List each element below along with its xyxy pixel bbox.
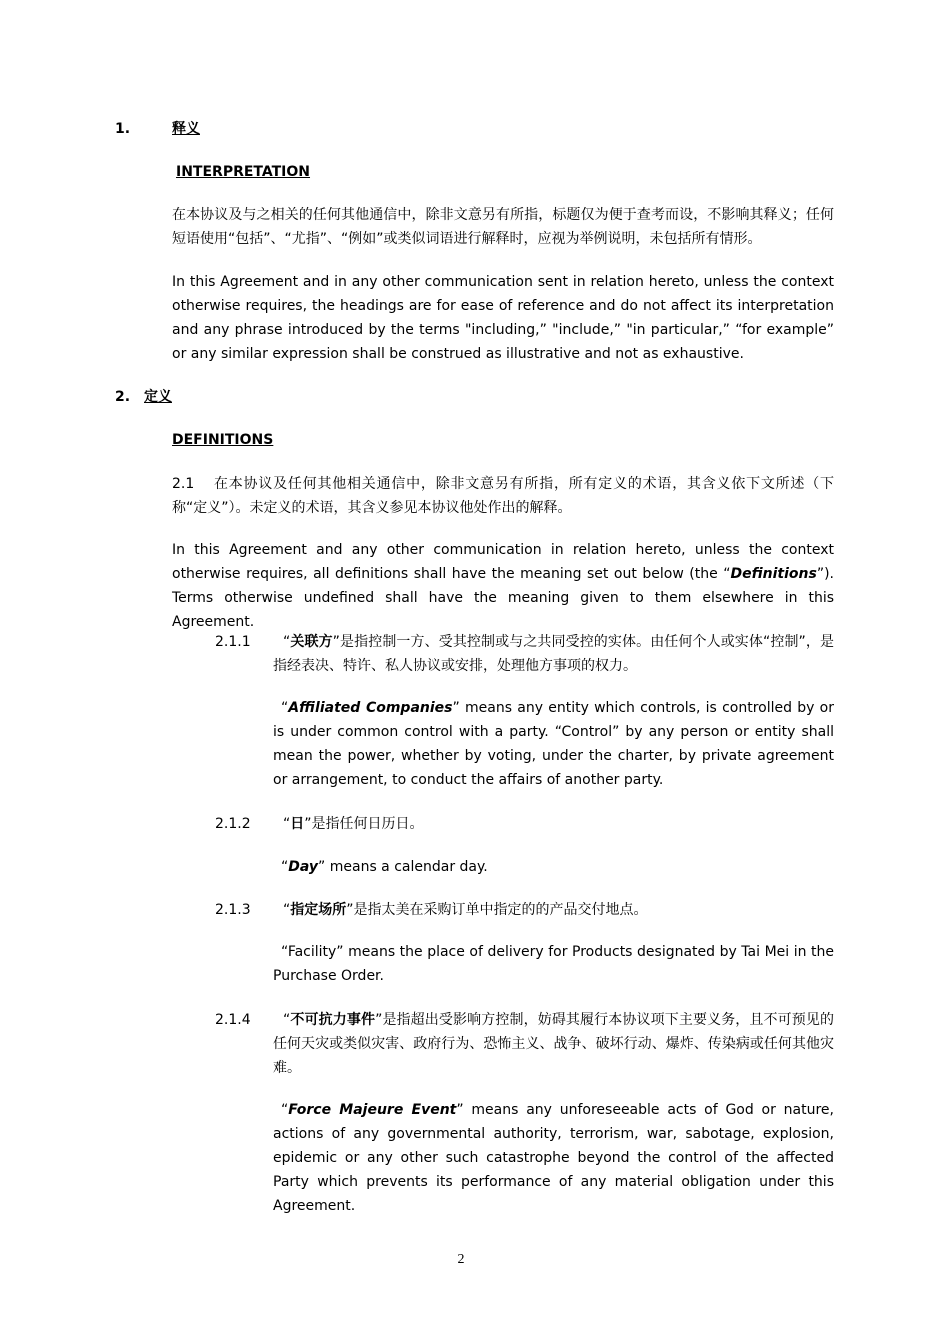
section-2-title-zh: 定义: [144, 389, 172, 405]
section-1-title-en: INTERPRETATION: [176, 164, 311, 180]
open-quote: “: [281, 700, 289, 716]
definition-term-en: Affiliated Companies: [288, 700, 453, 716]
definition-text-en: ” means any entity which controls, is controlled by or is under common control with a party. “Control” by any person or entity shall mean the power, whether by voting, under the charter, by private agreement or arrangement, to conduct the affairs of another party.: [273, 700, 834, 788]
definition-term-en: Day: [288, 859, 319, 875]
definition-number: 2.1.3: [215, 902, 251, 918]
definition-term-zh: 关联方: [290, 634, 333, 650]
definition-zh: [273, 898, 834, 922]
section-1-number: 1.: [115, 121, 131, 137]
definition-term-en: Force Majeure Event: [288, 1102, 457, 1118]
definition-text-zh: ”是指太美在采购订单中指定的的产品交付地点。: [346, 902, 648, 918]
definition-text-en: ” means a calendar day.: [318, 859, 488, 875]
open-quote: “: [281, 1102, 289, 1118]
definition-en: [273, 855, 834, 879]
definition-text-en: ” means any unforeseeable acts of God or nature, actions of any governmental authority, terrorism, war, sabotage, explosion, epidemic or any other such catastrophe beyond the control of the affected Party which prevents its performance of any material obligation under this Agreement.: [273, 1102, 834, 1214]
definition-en: [273, 1098, 834, 1218]
definition-text-zh: ”是指超出受影响方控制，妨碍其履行本协议项下主要义务，且不可预见的任何天灾或类似灾害、政府行为、恐怖主义、战争、破坏行动、爆炸、传染病或任何其他灾难。: [273, 1012, 834, 1076]
section-1-paragraph-zh: 在本协议及与之相关的任何其他通信中，除非文意另有所指，标题仅为便于查考而设，不影响其释义；任何短语使用“包括”、“尤指”、“例如”或类似词语进行解释时，应视为举例说明，未包括所有情形。: [172, 207, 834, 247]
definition-zh: [273, 630, 834, 678]
open-quote: “: [283, 816, 291, 832]
definition-en: [273, 940, 834, 988]
clause-2-1-paragraph-en: [172, 538, 834, 634]
section-1-paragraph-en: In this Agreement and in any other communication sent in relation hereto, unless the context otherwise requires, the headings are for ease of reference and do not affect its interpretation and any phrase introduced by the terms "including,” "include,” "in particular,” “for example” or any similar expression shall be construed as illustrative and not as exhaustive.: [172, 274, 834, 362]
open-quote: “: [281, 859, 289, 875]
clause-2-1-number: 2.1: [172, 476, 195, 492]
page-number: 2: [457, 1252, 465, 1267]
clause-2-1-en-pre: In this Agreement and any other communication in relation hereto, unless the context otherwise requires, all definitions shall have the meaning set out below (the “: [172, 542, 834, 582]
open-quote: “: [283, 902, 291, 918]
definition-term-zh: 不可抗力事件: [290, 1012, 376, 1028]
clause-2-1-paragraph-zh: 在本协议及任何其他相关通信中，除非文意另有所指，所有定义的术语，其含义依下文所述（下称“定义”）。未定义的术语，其含义参见本协议他处作出的解释。: [172, 476, 834, 516]
section-2-number: 2.: [115, 389, 131, 405]
definition-text-zh: ”是指控制一方、受其控制或与之共同受控的实体。由任何个人或实体“控制”，是指经表决、特许、私人协议或安排，处理他方事项的权力。: [273, 634, 835, 674]
definition-term-zh: 指定场所: [290, 902, 347, 918]
open-quote: “: [283, 1012, 291, 1028]
section-1-title-zh: 释义: [172, 121, 200, 137]
definition-number: 2.1.4: [215, 1012, 251, 1028]
definition-text-zh: ”是指任何日历日。: [304, 816, 424, 832]
definition-en: [273, 696, 834, 792]
open-quote: “: [283, 634, 291, 650]
definition-number: 2.1.2: [215, 816, 251, 832]
section-2-title-en: DEFINITIONS: [172, 432, 274, 448]
definition-zh: [273, 1008, 834, 1080]
definition-term-zh: 日: [290, 816, 305, 832]
definition-text-en: “Facility” means the place of delivery for Products designated by Tai Mei in the Purchase Order.: [273, 944, 834, 984]
definition-number: 2.1.1: [215, 634, 251, 650]
clause-2-1-en-post: ”). Terms otherwise undefined shall have the meaning given to them elsewhere in this Agreement.: [172, 566, 834, 630]
definition-zh: [273, 812, 834, 836]
definitions-term: Definitions: [730, 566, 817, 582]
